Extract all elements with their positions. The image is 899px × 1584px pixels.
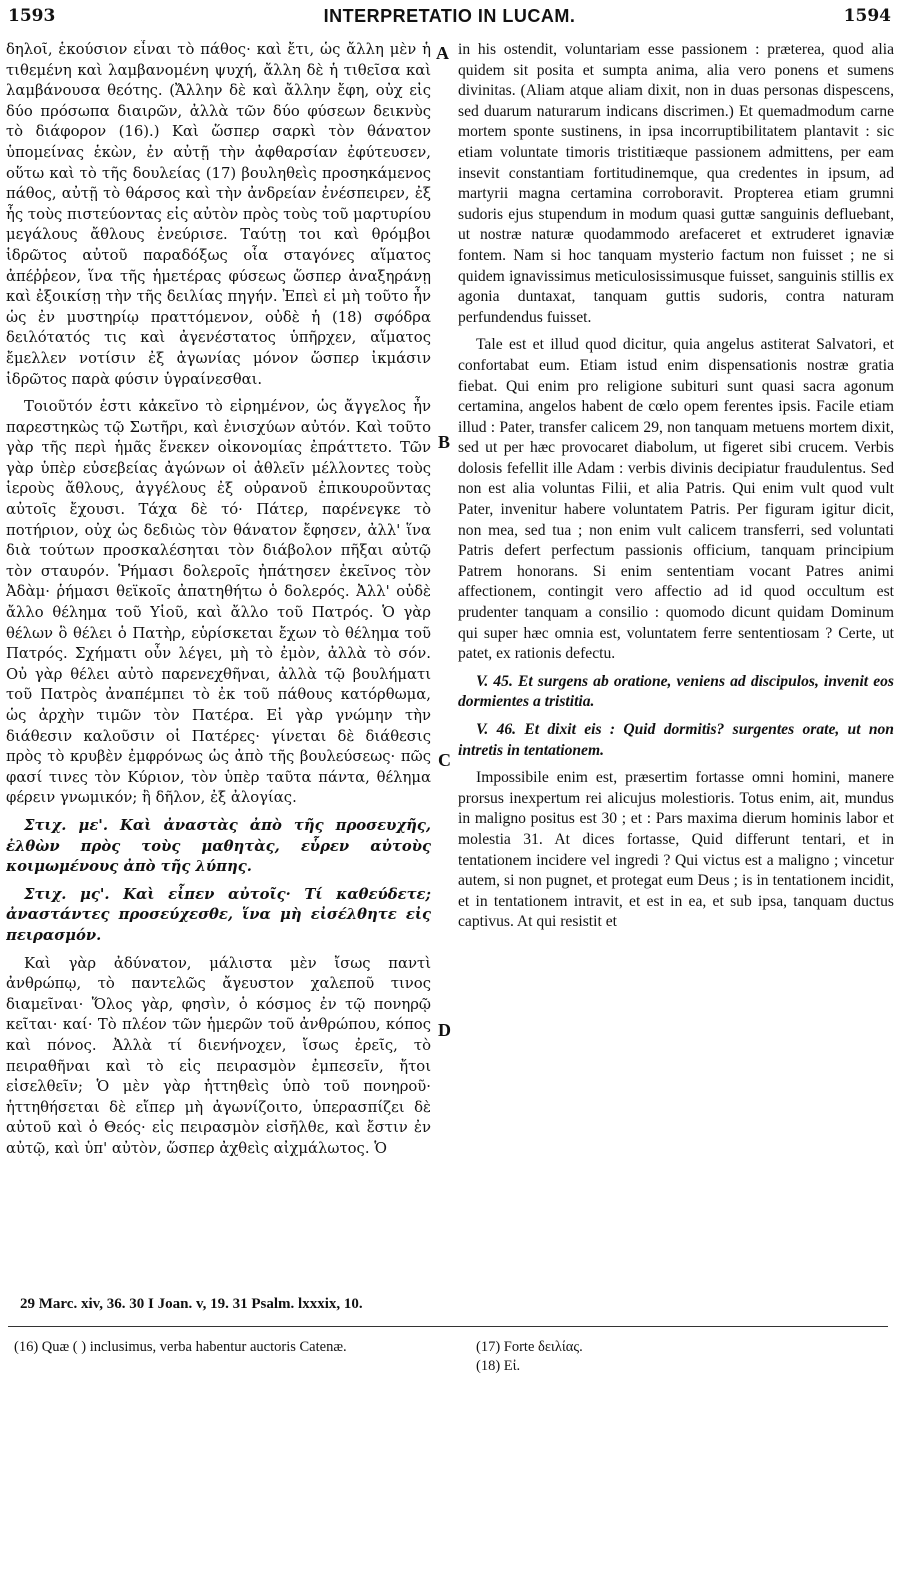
greek-verse-45: Στιχ. με'. Καὶ ἀναστὰς ἀπὸ τῆς προσευχῆς, ἐλθὼν πρὸς τοὺς μαθητὰς, εὗρεν αὐτοὺς κοιμωμένους ἀπὸ τῆς λύπης. xyxy=(6,816,431,876)
margin-letter-c: C xyxy=(438,750,451,770)
margin-letter-d: D xyxy=(438,1020,451,1040)
footnotes-right xyxy=(476,1338,876,1376)
greek-column xyxy=(6,40,431,1270)
margin-letter-a: A xyxy=(436,43,449,63)
greek-paragraph-2: Τοιοῦτόν ἐστι κἀκεῖνο τὸ εἰρημένον, ὡς ἄγγελος ἦν παρεστηκὼς τῷ Σωτῆρι, καὶ ἐνισχύων αὐτόν. Καὶ τοῦτο γὰρ τῆς περὶ ἡμᾶς ἕνεκεν οἰκονομίας ἐπράττετο. Τῶν γὰρ ὑπὲρ εὐσεβείας ἀγώνων οἱ ἀθλεῖν μέλλοντες τοὺς ἱεροὺς ἄθλους, ἀγγέλους ἐξ οὐρανοῦ ἐπικουροῦντας αὐτοῖς ἔχουσι. Τάχα δὲ τό· Πάτερ, παρένεγκε τὸ ποτήριον, οὐχ ὡς δεδιὼς τὸν θάνατον ἔφησεν, ἀλλ' ἵνα διὰ τούτων προσκαλέσηται τὸν διάβολον πῆξαι αὐτῷ τὸν σταυρόν. Ῥήμασι δολεροῖς ἠπάτησεν ἐκεῖνος τὸν Ἀδὰμ· ῥήμασι θεϊκοῖς ἀπατηθήτω ὁ δολερός. Ἀλλ' οὐδὲ ἄλλο θέλημα τοῦ Υἱοῦ, καὶ ἄλλο τοῦ Πατρός. Ὁ γὰρ θέλων ὃ θέλει ὁ Πατὴρ, εὑρίσκεται ἔχων τὸ θέλημα τοῦ Πατρός. Σχήματι οὖν λέγει, μὴ τὸ ἐμὸν, ἀλλὰ τὸ σόν. Οὐ γὰρ θέλει αὐτὸ παρενεχθῆναι, ἀλλὰ τῷ βουλήματι τοῦ Πατρὸς ἀναπέμπει τὸ ἐκ τοῦ πάθους κατόρθωμα, ὡς ἀρχὴν τιμῶν τὸν Πατέρα. Εἰ γὰρ γνώμην τὴν διάθεσιν καλοῦσιν οἱ Πατέρες· γίνεται δὲ διάθεσις πρὸς τὸ κρυβὲν ἐμφρόνως ὡς ἀπὸ τῆς βουλεύσεως· πῶς φασί τινες τὸν Κύριον, τὸν ὑπὲρ ταῦτα πάντα, θέλημα φέρειν γνωμικόν; ἢ δῆλον, ἐξ ἀλογίας. xyxy=(6,398,431,807)
latin-verse-46: V. 46. Et dixit eis : Quid dormitis? surgentes orate, ut non intretis in tentationem. xyxy=(458,721,894,759)
scripture-references: 29 Marc. xiv, 36. 30 I Joan. v, 19. 31 Psalm. lxxxix, 10. xyxy=(20,1296,363,1312)
greek-paragraph-1: δηλοῖ, ἑκούσιον εἶναι τὸ πάθος· καὶ ἔτι, ὡς ἄλλη μὲν ἡ τιθεμένη καὶ λαμβανομένη ψυχή, ἄλλη δὲ ἡ τιθεῖσα καὶ λαμβάνουσα θεότης. (Ἄλλην δὲ καὶ ἄλλην ἔφη, οὐχ εἰς δύο πρόσωπα διαιρῶν, ἀλλὰ τῶν δύο φύσεων δεικνὺς τὸ διάφορον (16).) Καὶ ὥσπερ σαρκὶ τὸν θάνατον ὑπομείνας ἑκὼν, ἐν αὐτῇ τὴν ἀφθαρσίαν ἐφύτευσεν, οὕτω καὶ τὸ τῆς δουλείας (17) βουληθεὶς προσηκάμενος πάθος, αὐτῇ τὸ θάρσος καὶ τὴν ἀνδρείαν ἐνέσπειρεν, ἐξ ἧς τοὺς πιστεύοντας εἰς αὐτὸν πρὸς τοὺς τοῦ μαρτυρίου μεγάλους ἄθλους ἐνεύρισε. Ταύτῃ τοι καὶ θρόμβοι ἱδρῶτος αὐτοῦ παραδόξως οἷα σταγόνες αἵματος ἀπέῤῥεον, ἵνα τῆς ἡμετέρας φύσεως ὥσπερ ἀναξηράνῃ καὶ ἐξοικίσῃ τὴν τῆς δειλίας πηγήν. Ἐπεὶ εἰ μὴ τοῦτο ἦν ὡς ἐν μυστηρίῳ πραττόμενον, οὐδὲ ἡ (18) σφόδρα δειλότατός τις καὶ ἀγενέστατος ὑπῆρχεν, αἵματος ἔμελλεν νοτίσιν ἐξ ἀγωνίας μόνον ὥσπερ ἰκμάσιν ἱδρῶτος παρὰ φύσιν ὑγραίνεσθαι. xyxy=(6,41,431,388)
page-header xyxy=(8,6,891,32)
footnote-16: (16) Quæ ( ) inclusimus, verba habentur auctoris Catenæ. xyxy=(14,1339,347,1355)
running-title: INTERPRETATIO IN LUCAM. xyxy=(323,6,576,26)
latin-paragraph-3: Impossibile enim est, præsertim fortasse omni homini, manere prorsus inexpertum rei alicujus molestioris. Totus enim, ait, mundus in maligno positus est 30 ; et : Pars maxima dierum hominis labor et molestia 31. At dices fortasse, Quid differunt tentari, et in tentationem incidere vel ingredi ? Qui victus est a maligno ; vincetur autem, si non pugnet, et protegat eum Deus ; is in tentationem incidit, et in tentationem intravit, et est in ea, et sub ipsa, tanquam ductus captivus. At qui resistit et xyxy=(458,769,894,931)
page-number-right: 1594 xyxy=(843,6,891,26)
page-number-left: 1593 xyxy=(8,6,56,26)
latin-verse-45: V. 45. Et surgens ab oratione, veniens ad discipulos, invenit eos dormientes a tristitia. xyxy=(458,672,894,711)
latin-column xyxy=(458,40,894,1270)
footnote-17: (17) Forte δειλίας. xyxy=(476,1339,583,1355)
footnote-divider xyxy=(8,1326,888,1327)
greek-paragraph-3: Καὶ γὰρ ἀδύνατον, μάλιστα μὲν ἴσως παντὶ ἀνθρώπῳ, τὸ παντελῶς ἄγευστον χαλεποῦ τινος διαμεῖναι· Ὅλος γὰρ, φησὶν, ὁ κόσμος ἐν τῷ πονηρῷ κεῖται· καί· Τὸ πλέον τῶν ἡμερῶν τοῦ ἀνθρώπου, κόπος καὶ πόνος. Ἀλλὰ τί διενήνοχεν, ἴσως ἐρεῖς, τὸ πειραθῆναι καὶ τὸ εἰς πειρασμὸν ἐμπεσεῖν, ἤτοι εἰσελθεῖν; Ὁ μὲν γὰρ ἡττηθεὶς ὑπὸ τοῦ πονηροῦ· ἡττηθήσεται δὲ εἴπερ μὴ ἀγωνίζοιτο, ὑπερασπίζει δὲ αὐτοῦ καὶ ὁ Θεός· εἰς πειρασμὸν εἰσῆλθε, καὶ ἔστιν ἐν αὐτῷ, καὶ ὑπ' αὐτὸν, ὥσπερ ἀχθεὶς αἰχμάλωτος. Ὁ xyxy=(6,954,431,1157)
margin-letter-b: B xyxy=(438,432,451,452)
greek-verse-46: Στιχ. μς'. Καὶ εἶπεν αὐτοῖς· Τί καθεύδετε; ἀναστάντες προσεύχεσθε, ἵνα μὴ εἰσέλθητε εἰς πειρασμόν. xyxy=(6,885,431,944)
latin-paragraph-1: in his ostendit, voluntariam esse passionem : præterea, quod alia quidem sit posita et sumpta anima, alia vero ponens et sumens divinitas. (Aliam atque aliam dixit, non in duas personas dispescens, sed duarum naturarum indicans discrimen.) Et quemadmodum carne mortem sponte sustinens, in ipsa incorruptibilitatem plantavit : sic etiam voluntate timoris tristitiæque passionem admittens, per eam insevit constantiam fortitudinemque, qua credentes in ipsum, ad martyrii magna certamina corroboravit. Propterea etiam grumni sudoris ejus stupendum in modum quasi guttæ sanguinis defluebant, ut nostræ naturæ quodammodo arefaceret et extruderet ignaviæ fontem. Nam si hoc tanquam mysterio factum non fuisset ; ne si quidem ignavissimus meticulosissimusque fuisset, sanguinis stillis ex agonia duntaxat, tanquam guttis sudoris, contra naturam perfundendus fuisset. xyxy=(458,41,894,326)
footnote-18: (18) Εἰ. xyxy=(476,1358,521,1374)
latin-paragraph-2: Tale est et illud quod dicitur, quia angelus astiterat Salvatori, et confortabat eum. Etiam istud enim dispensationis nostræ gratia fiebat. Qui enim pro religione subituri sunt quasi sacra agonum certamina, angelos habent de cœlo opem ferentes ipsis. Facile etiam illud : Pater, transfer calicem 29, non tanquam metuens mortem dixit, sed ut per hæc provocaret diabolum, ut figeret sibi crucem. Verbis dolosis fefellit ille Adam : verbis divinis decipiatur fraudulentus. Sed non est alia voluntas Filii, et alia Patris. Qui enim vult quod vult Pater, invenitur habere voluntatem Patris. Per figuram igitur dicit, non mea, sed tua ; non enim vult calicem transferri, sed voluntati Patris defert perfectum passionis officium, tanquam principium Patrem honorans. Si enim sententiam vocant Patres animi affectionem, contingit vero affectio ad id quod occultum est prudenter tanquam a consilio : quomodo dicunt quidam Dominum qui super hæc omnia est, voluntatem ferre sententiosam ? Certe, ut patet, ex rationis defectu. xyxy=(458,336,894,663)
